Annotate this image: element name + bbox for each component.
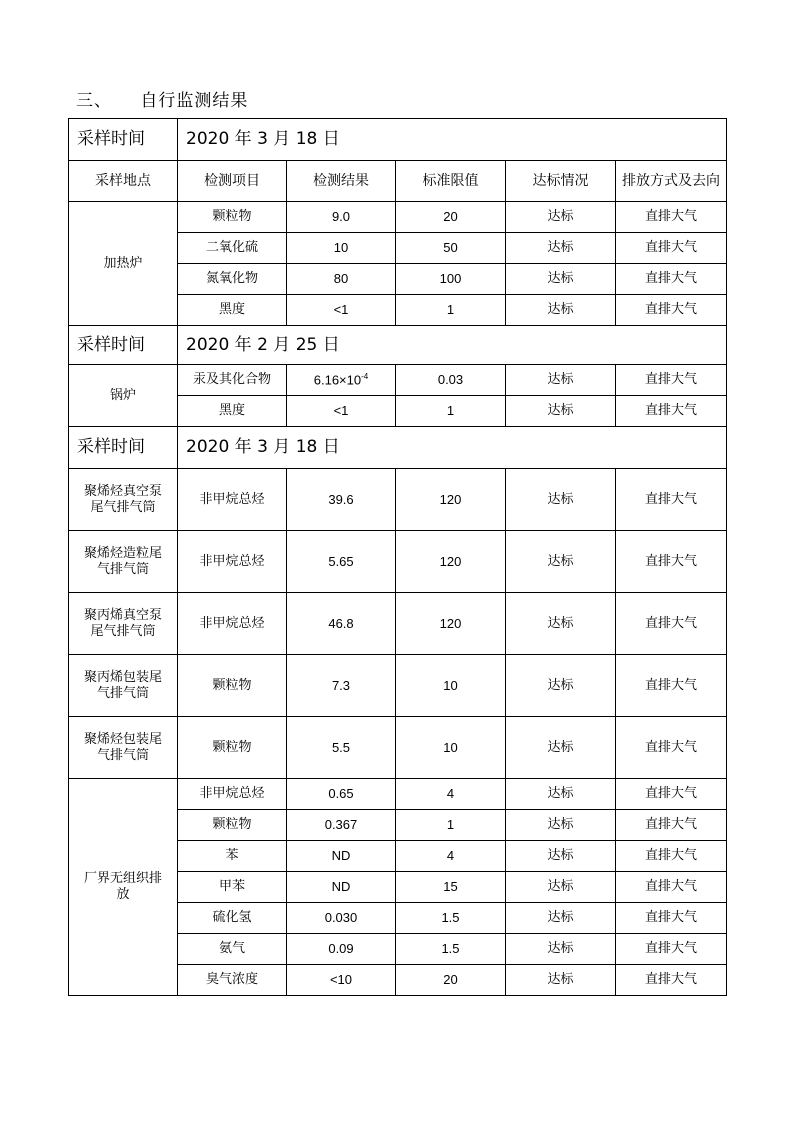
sampling-time-label: 采样时间 bbox=[69, 119, 178, 161]
site-line: 尾气排气筒 bbox=[90, 623, 156, 639]
standard-limit: 4 bbox=[396, 841, 506, 872]
test-item: 非甲烷总烃 bbox=[178, 593, 287, 655]
test-item: 颗粒物 bbox=[178, 717, 287, 779]
column-header: 标准限值 bbox=[396, 161, 506, 202]
site-line: 气排气筒 bbox=[96, 685, 149, 701]
compliance-status: 达标 bbox=[506, 531, 616, 593]
test-result: ND bbox=[287, 841, 396, 872]
test-item: 黑度 bbox=[178, 295, 287, 326]
sampling-site bbox=[69, 779, 178, 996]
compliance-status: 达标 bbox=[506, 295, 616, 326]
test-result: 0.367 bbox=[287, 810, 396, 841]
discharge-method: 直排大气 bbox=[616, 295, 727, 326]
column-header: 排放方式及去向 bbox=[616, 161, 727, 202]
standard-limit: 1.5 bbox=[396, 903, 506, 934]
discharge-method: 直排大气 bbox=[616, 965, 727, 996]
compliance-status: 达标 bbox=[506, 934, 616, 965]
column-header: 检测项目 bbox=[178, 161, 287, 202]
discharge-method: 直排大气 bbox=[616, 202, 727, 233]
test-item: 非甲烷总烃 bbox=[178, 531, 287, 593]
standard-limit: 10 bbox=[396, 717, 506, 779]
standard-limit: 120 bbox=[396, 531, 506, 593]
discharge-method: 直排大气 bbox=[616, 810, 727, 841]
standard-limit: 20 bbox=[396, 202, 506, 233]
discharge-method: 直排大气 bbox=[616, 469, 727, 531]
test-result: <10 bbox=[287, 965, 396, 996]
site-line: 聚烯烃真空泵 bbox=[83, 483, 162, 499]
discharge-method: 直排大气 bbox=[616, 396, 727, 427]
test-item: 氨气 bbox=[178, 934, 287, 965]
discharge-method: 直排大气 bbox=[616, 903, 727, 934]
test-result: 10 bbox=[287, 233, 396, 264]
sampling-site bbox=[69, 717, 178, 779]
compliance-status: 达标 bbox=[506, 872, 616, 903]
test-result bbox=[287, 365, 396, 396]
sampling-site bbox=[69, 655, 178, 717]
test-result-mantissa: 6.16×10 bbox=[313, 372, 362, 388]
sampling-date: 2020 年 3 月 18 日 bbox=[178, 427, 727, 469]
standard-limit: 10 bbox=[396, 655, 506, 717]
site-line: 尾气排气筒 bbox=[90, 499, 156, 515]
standard-limit: 1 bbox=[396, 810, 506, 841]
test-result: 0.030 bbox=[287, 903, 396, 934]
discharge-method: 直排大气 bbox=[616, 531, 727, 593]
sampling-time-row bbox=[69, 326, 727, 365]
compliance-status: 达标 bbox=[506, 233, 616, 264]
site-line: 气排气筒 bbox=[96, 747, 149, 763]
compliance-status: 达标 bbox=[506, 810, 616, 841]
column-header: 检测结果 bbox=[287, 161, 396, 202]
site-line: 聚烯烃包装尾 bbox=[83, 731, 162, 747]
table-row bbox=[69, 717, 727, 779]
column-header-row bbox=[69, 161, 727, 202]
table-row bbox=[69, 655, 727, 717]
test-item: 硫化氢 bbox=[178, 903, 287, 934]
sampling-date: 2020 年 3 月 18 日 bbox=[178, 119, 727, 161]
compliance-status: 达标 bbox=[506, 202, 616, 233]
compliance-status: 达标 bbox=[506, 903, 616, 934]
site-line: 厂界无组织排 bbox=[83, 871, 162, 887]
site-line: 聚烯烃造粒尾 bbox=[83, 545, 162, 561]
test-result: 7.3 bbox=[287, 655, 396, 717]
standard-limit: 20 bbox=[396, 965, 506, 996]
discharge-method: 直排大气 bbox=[616, 934, 727, 965]
sampling-time-row bbox=[69, 427, 727, 469]
standard-limit: 0.03 bbox=[396, 365, 506, 396]
column-header: 达标情况 bbox=[506, 161, 616, 202]
test-item: 黑度 bbox=[178, 396, 287, 427]
sampling-site bbox=[69, 593, 178, 655]
discharge-method: 直排大气 bbox=[616, 779, 727, 810]
test-item: 非甲烷总烃 bbox=[178, 779, 287, 810]
compliance-status: 达标 bbox=[506, 396, 616, 427]
test-item: 颗粒物 bbox=[178, 810, 287, 841]
section-number: 三、 bbox=[76, 91, 112, 111]
compliance-status: 达标 bbox=[506, 264, 616, 295]
sampling-date: 2020 年 2 月 25 日 bbox=[178, 326, 727, 365]
test-result: <1 bbox=[287, 295, 396, 326]
test-result-exponent: -4 bbox=[361, 372, 369, 382]
standard-limit: 1 bbox=[396, 396, 506, 427]
standard-limit: 15 bbox=[396, 872, 506, 903]
section-heading bbox=[76, 86, 248, 111]
discharge-method: 直排大气 bbox=[616, 264, 727, 295]
test-result: 5.5 bbox=[287, 717, 396, 779]
test-result: <1 bbox=[287, 396, 396, 427]
sampling-time-row bbox=[69, 119, 727, 161]
sampling-site bbox=[69, 531, 178, 593]
section-title: 自行监测结果 bbox=[140, 91, 249, 111]
test-item: 二氧化硫 bbox=[178, 233, 287, 264]
test-result: 5.65 bbox=[287, 531, 396, 593]
discharge-method: 直排大气 bbox=[616, 233, 727, 264]
sampling-site: 锅炉 bbox=[69, 365, 178, 427]
test-item: 颗粒物 bbox=[178, 655, 287, 717]
test-result: 0.65 bbox=[287, 779, 396, 810]
test-item: 苯 bbox=[178, 841, 287, 872]
test-item: 非甲烷总烃 bbox=[178, 469, 287, 531]
test-result: 39.6 bbox=[287, 469, 396, 531]
table-row bbox=[69, 593, 727, 655]
compliance-status: 达标 bbox=[506, 469, 616, 531]
standard-limit: 1 bbox=[396, 295, 506, 326]
standard-limit: 100 bbox=[396, 264, 506, 295]
monitoring-results-table bbox=[68, 118, 727, 996]
standard-limit: 120 bbox=[396, 469, 506, 531]
discharge-method: 直排大气 bbox=[616, 841, 727, 872]
compliance-status: 达标 bbox=[506, 365, 616, 396]
site-line: 放 bbox=[116, 887, 130, 902]
test-item: 颗粒物 bbox=[178, 202, 287, 233]
test-item: 汞及其化合物 bbox=[178, 365, 287, 396]
discharge-method: 直排大气 bbox=[616, 872, 727, 903]
discharge-method: 直排大气 bbox=[616, 655, 727, 717]
compliance-status: 达标 bbox=[506, 841, 616, 872]
test-item: 甲苯 bbox=[178, 872, 287, 903]
test-item: 臭气浓度 bbox=[178, 965, 287, 996]
test-result: 46.8 bbox=[287, 593, 396, 655]
test-result: 9.0 bbox=[287, 202, 396, 233]
compliance-status: 达标 bbox=[506, 655, 616, 717]
compliance-status: 达标 bbox=[506, 717, 616, 779]
test-result: 80 bbox=[287, 264, 396, 295]
standard-limit: 1.5 bbox=[396, 934, 506, 965]
discharge-method: 直排大气 bbox=[616, 365, 727, 396]
sampling-site bbox=[69, 469, 178, 531]
table-row bbox=[69, 202, 727, 233]
standard-limit: 4 bbox=[396, 779, 506, 810]
test-result: ND bbox=[287, 872, 396, 903]
site-line: 聚丙烯真空泵 bbox=[83, 607, 162, 623]
discharge-method: 直排大气 bbox=[616, 593, 727, 655]
table-row bbox=[69, 531, 727, 593]
site-line: 气排气筒 bbox=[96, 561, 149, 577]
compliance-status: 达标 bbox=[506, 593, 616, 655]
standard-limit: 120 bbox=[396, 593, 506, 655]
site-line: 聚丙烯包装尾 bbox=[83, 669, 162, 685]
table-row bbox=[69, 779, 727, 810]
test-result: 0.09 bbox=[287, 934, 396, 965]
table-row bbox=[69, 469, 727, 531]
sampling-time-label: 采样时间 bbox=[69, 326, 178, 365]
discharge-method: 直排大气 bbox=[616, 717, 727, 779]
compliance-status: 达标 bbox=[506, 779, 616, 810]
sampling-site: 加热炉 bbox=[69, 202, 178, 326]
test-item: 氮氧化物 bbox=[178, 264, 287, 295]
compliance-status: 达标 bbox=[506, 965, 616, 996]
table-row bbox=[69, 365, 727, 396]
standard-limit: 50 bbox=[396, 233, 506, 264]
column-header: 采样地点 bbox=[69, 161, 178, 202]
sampling-time-label: 采样时间 bbox=[69, 427, 178, 469]
